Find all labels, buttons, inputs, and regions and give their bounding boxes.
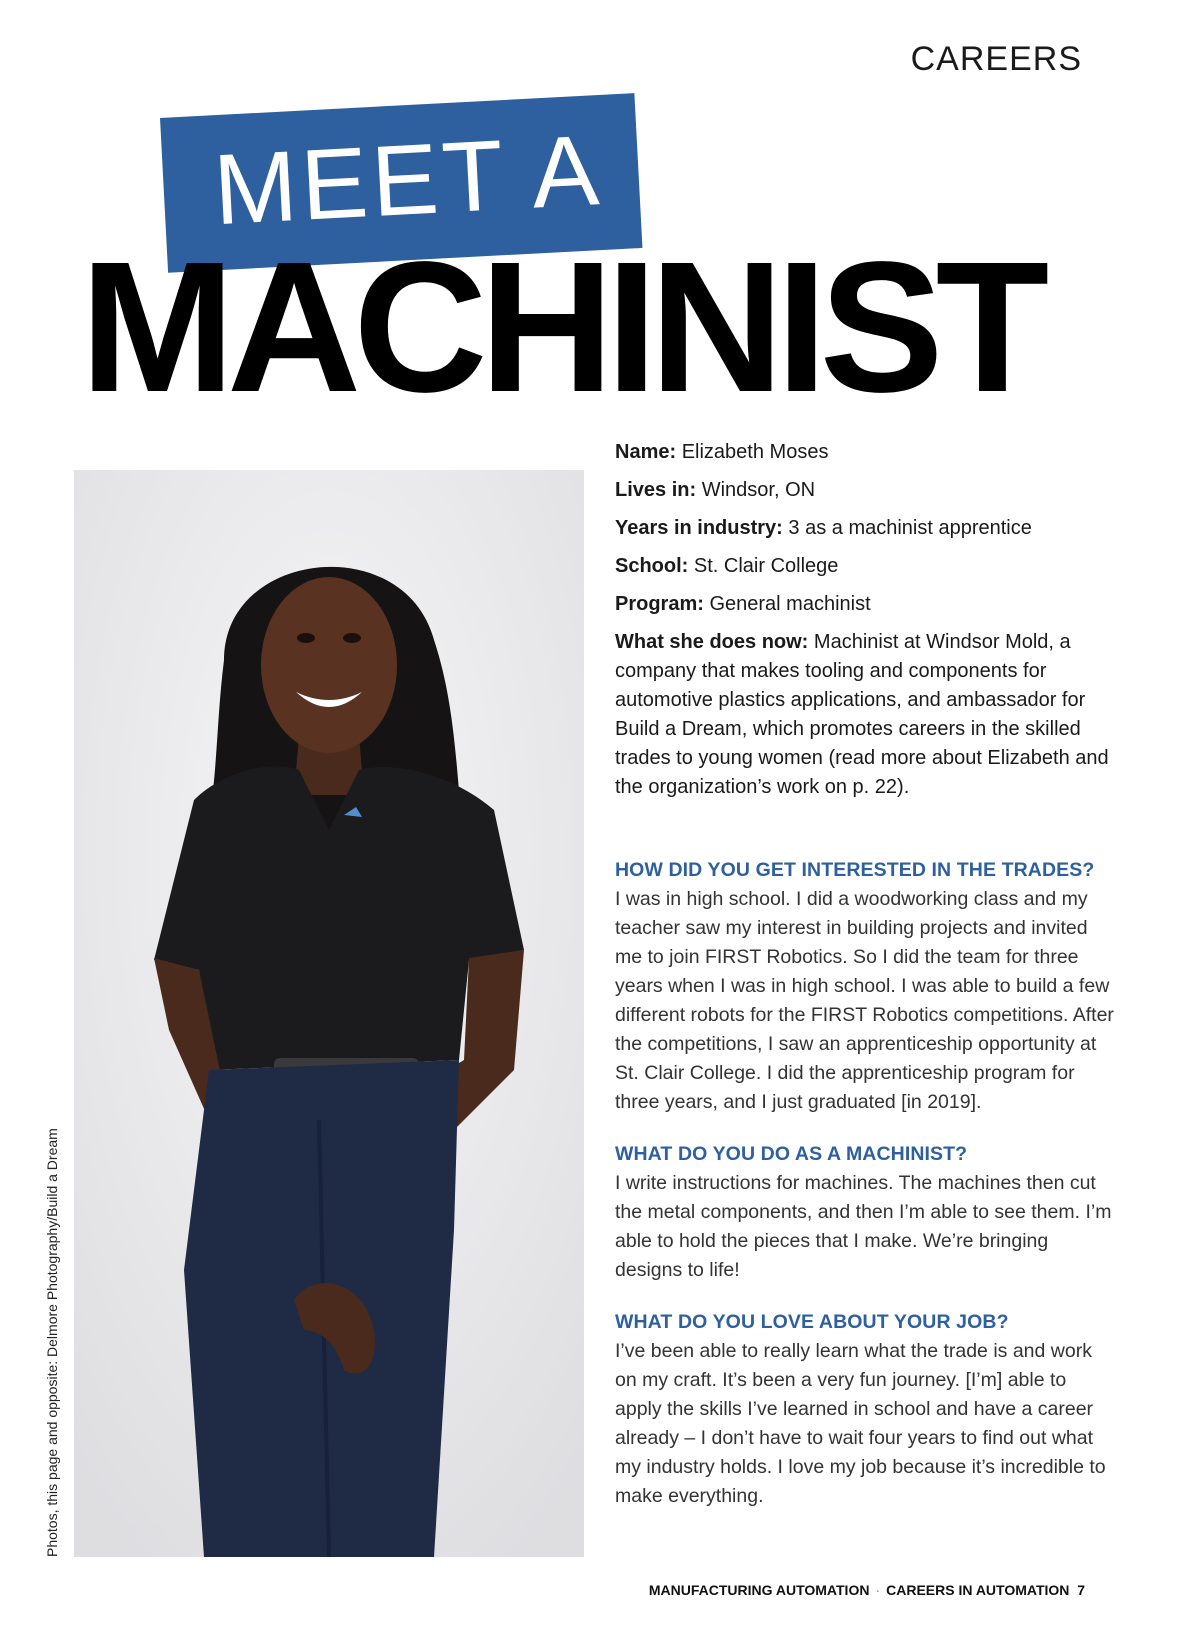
fact-program xyxy=(615,590,1115,619)
section-label: CAREERS xyxy=(910,40,1082,78)
fact-lives-in xyxy=(615,476,1115,505)
fact-name xyxy=(615,438,1115,467)
qa-question: WHAT DO YOU DO AS A MACHINIST? xyxy=(615,1143,968,1165)
fact-value: General machinist xyxy=(709,593,871,615)
fact-label: What she does now: xyxy=(615,631,809,653)
page-number: 7 xyxy=(1077,1582,1085,1598)
profile-facts xyxy=(615,438,1115,811)
page-footer xyxy=(649,1582,1085,1598)
fact-value: Elizabeth Moses xyxy=(681,441,829,463)
footer-issue: CAREERS IN AUTOMATION xyxy=(886,1582,1070,1598)
interview-qa xyxy=(615,856,1115,1534)
qa-item xyxy=(615,1140,1115,1285)
portrait-illustration xyxy=(74,470,584,1557)
fact-label: Lives in: xyxy=(615,479,697,501)
fact-label: School: xyxy=(615,555,689,577)
fact-years-in-industry xyxy=(615,514,1115,543)
page-headline: MACHINIST xyxy=(80,224,1042,431)
photo-credit: Photos, this page and opposite: Delmore Photography/Build a Dream xyxy=(44,1128,60,1557)
fact-value: 3 as a machinist apprentice xyxy=(788,517,1032,539)
footer-separator: · xyxy=(875,1582,881,1598)
fact-value: St. Clair College xyxy=(693,555,839,577)
fact-label: Program: xyxy=(615,593,704,615)
qa-answer: I was in high school. I did a woodworking class and my teacher saw my interest in building projects and invited me to join FIRST Robotics. So I did the team for three years when I was in high school. I was able to build a few different robots for the FIRST Robotics competitions. After the competitions, I saw an apprenticeship opportunity at St. Clair College. I did the apprenticeship program for three years, and I just graduated [in 2019]. xyxy=(615,888,1114,1113)
qa-item xyxy=(615,1308,1115,1511)
fact-current-role xyxy=(615,628,1115,802)
fact-school xyxy=(615,552,1115,581)
fact-label: Name: xyxy=(615,441,677,463)
qa-item xyxy=(615,856,1115,1117)
qa-question: HOW DID YOU GET INTERESTED IN THE TRADES? xyxy=(615,859,1095,881)
fact-label: Years in industry: xyxy=(615,517,783,539)
fact-value: Machinist at Windsor Mold, a company that makes tooling and components for automotive plastics applications, and ambassador for Build a Dream, which promotes careers in the skilled trades to young women (read more about Elizabeth and the organization’s work on p. 22). xyxy=(615,631,1109,798)
banner-text: MEET A xyxy=(210,114,606,247)
footer-publication: MANUFACTURING AUTOMATION xyxy=(648,1582,870,1598)
qa-answer: I write instructions for machines. The machines then cut the metal components, and then I’m able to see them. I’m able to hold the pieces that I make. We’re bringing designs to life! xyxy=(615,1172,1112,1281)
qa-answer: I’ve been able to really learn what the trade is and work on my craft. It’s been a very fun journey. [I’m] able to apply the skills I’ve learned in school and have a career already – I don’t have to wait four years to find out what my industry holds. I love my job because it’s incredible to make everything. xyxy=(615,1340,1106,1507)
portrait-photo xyxy=(74,470,584,1557)
fact-value: Windsor, ON xyxy=(701,479,816,501)
qa-question: WHAT DO YOU LOVE ABOUT YOUR JOB? xyxy=(615,1311,1009,1333)
